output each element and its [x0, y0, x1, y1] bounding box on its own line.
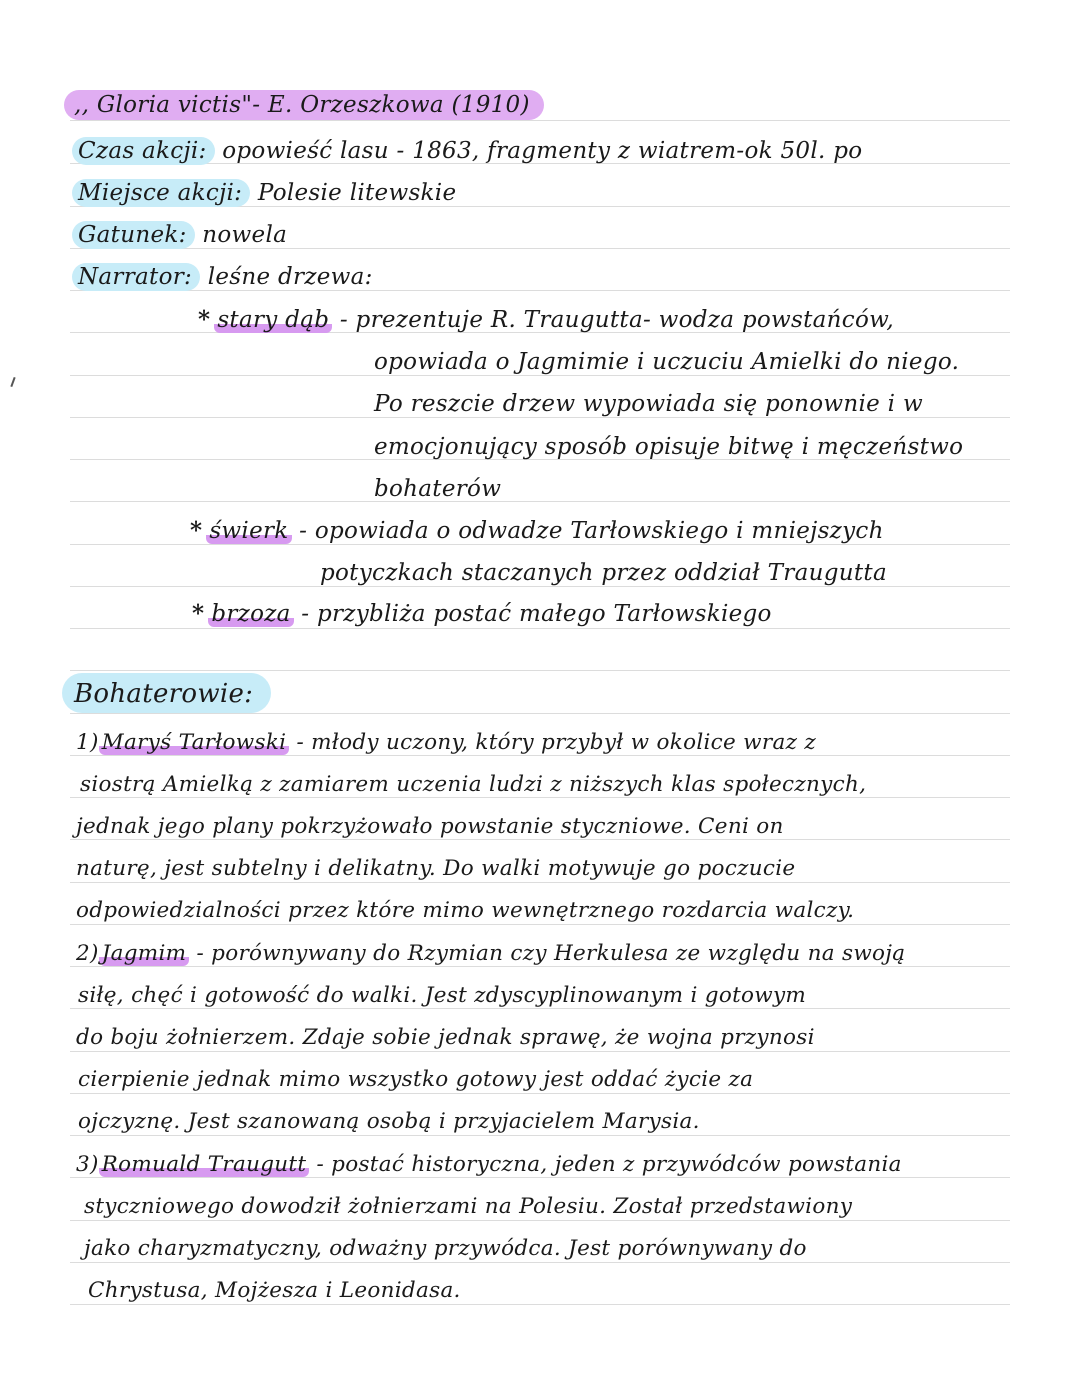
meta-label: Gatunek:: [72, 221, 195, 249]
hero-number: 1): [76, 730, 99, 755]
meta-value: leśne drzewa:: [207, 264, 373, 290]
hero-line: naturę, jest subtelny i delikatny. Do walki motywuje go poczucie: [76, 856, 796, 881]
narrator-brzoza: [192, 598, 772, 630]
hero-jagmim: [76, 938, 905, 970]
ruled-line: [70, 670, 1010, 671]
narrator-name: stary dąb: [214, 307, 332, 333]
hero-line: do boju żołnierzem. Zdaje sobie jednak sprawę, że wojna przynosi: [76, 1025, 815, 1050]
hero-number: 2): [76, 941, 99, 966]
narrator-line: emocjonujący sposób opisuje bitwę i męczeństwo: [374, 434, 964, 460]
narrator-line: - przybliża postać małego Tarłowskiego: [301, 601, 772, 627]
narrator-line: bohaterów: [374, 476, 502, 502]
hero-line: - porównywany do Rzymian czy Herkulesa ze względu na swoją: [196, 941, 906, 966]
asterisk-icon: *: [198, 306, 211, 333]
narrator-line: Po reszcie drzew wypowiada się ponownie i w: [374, 391, 923, 417]
hero-number: 3): [76, 1152, 99, 1177]
asterisk-icon: *: [190, 517, 203, 544]
narrator-swierk: [190, 515, 884, 547]
meta-value: opowieść lasu - 1863, fragmenty z wiatrem-ok 50l. po: [222, 138, 863, 164]
meta-czas-akcji: [72, 135, 862, 167]
hero-line: jednak jego plany pokrzyżowało powstanie styczniowe. Ceni on: [76, 814, 784, 839]
hero-line: styczniowego dowodził żołnierzami na Polesiu. Został przedstawiony: [84, 1194, 853, 1219]
hero-line: cierpienie jednak mimo wszystko gotowy jest oddać życie za: [78, 1067, 754, 1092]
hero-line: siostrą Amielką z zamiarem uczenia ludzi z niższych klas społecznych,: [80, 772, 867, 797]
hero-marys: [76, 727, 816, 759]
hero-name: Maryś Tarłowski: [99, 730, 290, 755]
hero-line: jako charyzmatyczny, odważny przywódca. Jest porównywany do: [84, 1236, 807, 1261]
narrator-name: świerk: [206, 518, 291, 544]
hero-line: - młody uczony, który przybył w okolice wraz z: [296, 730, 816, 755]
meta-gatunek: [72, 219, 287, 251]
page-title: [64, 89, 544, 121]
meta-miejsce-akcji: [72, 177, 456, 209]
narrator-line: potyczkach staczanych przez oddział Traugutta: [320, 560, 887, 586]
hero-name: Romuald Traugutt: [99, 1152, 310, 1177]
hero-line: - postać historyczna, jeden z przywódców powstania: [316, 1152, 902, 1177]
meta-label: Czas akcji:: [72, 137, 215, 165]
heroes-heading: [62, 678, 271, 710]
narrator-name: brzoza: [208, 601, 293, 627]
hero-line: ojczyznę. Jest szanowaną osobą i przyjacielem Marysia.: [78, 1109, 700, 1134]
meta-label: Miejsce akcji:: [72, 179, 250, 207]
margin-mark: [10, 377, 15, 387]
hero-line: Chrystusa, Mojżesza i Leonidasa.: [88, 1278, 461, 1303]
meta-label: Narrator:: [72, 263, 200, 291]
narrator-stary-dab: [198, 304, 894, 336]
heading-highlight: Bohaterowie:: [62, 673, 271, 713]
meta-narrator: [72, 261, 373, 293]
narrator-line: opowiada o Jagmimie i uczuciu Amielki do niego.: [374, 349, 960, 375]
ruled-line: [70, 713, 1010, 714]
hero-name: Jagmim: [99, 941, 190, 966]
title-highlight: ,, Gloria victis"- E. Orzeszkowa (1910): [64, 90, 544, 120]
narrator-line: - opowiada o odwadze Tarłowskiego i mniejszych: [299, 518, 884, 544]
meta-value: nowela: [202, 222, 288, 248]
ruled-line: [70, 501, 1010, 502]
narrator-line: - prezentuje R. Traugutta- wodza powstańców,: [339, 307, 894, 333]
hero-line: siłę, chęć i gotowość do walki. Jest zdyscyplinowanym i gotowym: [78, 983, 807, 1008]
asterisk-icon: *: [192, 600, 205, 627]
hero-line: odpowiedzialności przez które mimo wewnętrznego rozdarcia walczy.: [76, 898, 855, 923]
meta-value: Polesie litewskie: [257, 180, 457, 206]
hero-traugutt: [76, 1149, 902, 1181]
